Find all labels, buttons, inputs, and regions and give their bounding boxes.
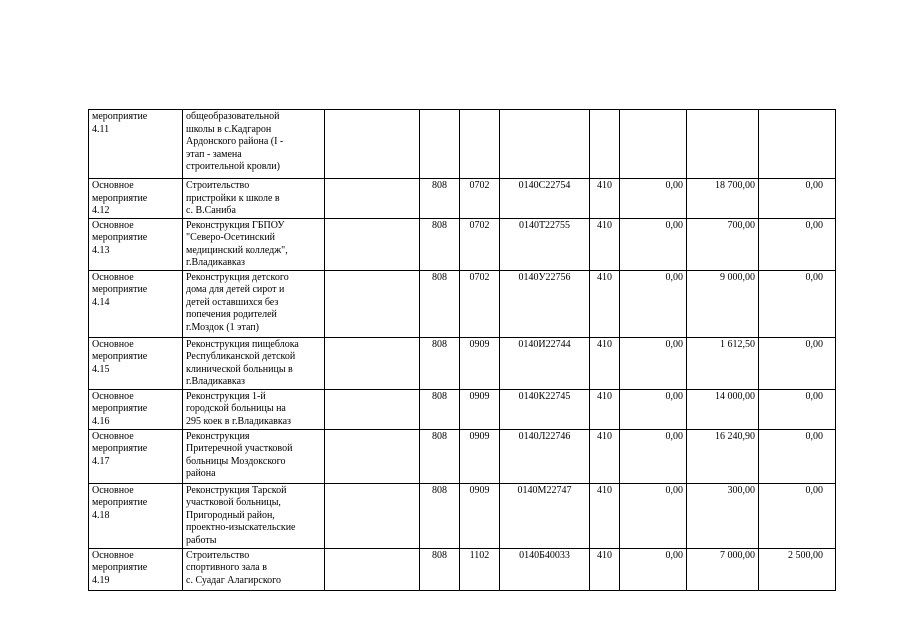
table-row (89, 429, 836, 483)
event-label-cell: Основное мероприятие 4.16 (89, 389, 183, 429)
amount-year1-cell: 0,00 (620, 483, 687, 548)
amount-year3-cell: 2 500,00 (759, 548, 836, 590)
table-row (89, 548, 836, 590)
event-name-cell: общеобразовательной школы в с.Кадгарон Ардонского района (I - этап - замена строительной кровли) (183, 110, 325, 179)
amount-year3-cell: 0,00 (759, 337, 836, 389)
amount-year2-cell: 18 700,00 (687, 179, 759, 219)
expense-type-cell: 410 (590, 337, 620, 389)
amount-year2-cell (687, 110, 759, 179)
amount-year2-cell: 7 000,00 (687, 548, 759, 590)
amount-year1-cell (620, 110, 687, 179)
event-name-cell: Реконструкция ГБПОУ "Северо-Осетинский медицинский колледж", г.Владикавказ (183, 218, 325, 270)
section-code-cell (460, 110, 500, 179)
section-code-cell: 0909 (460, 483, 500, 548)
event-name-cell: Строительство спортивного зала в с. Суадаг Алагирского (183, 548, 325, 590)
table-row (89, 483, 836, 548)
section-code-cell: 0909 (460, 389, 500, 429)
executor-cell (325, 337, 420, 389)
expense-type-cell: 410 (590, 179, 620, 219)
expense-type-cell: 410 (590, 218, 620, 270)
amount-year1-cell: 0,00 (620, 389, 687, 429)
event-label-cell: Основное мероприятие 4.17 (89, 429, 183, 483)
target-article-cell (500, 110, 590, 179)
amount-year2-cell: 16 240,90 (687, 429, 759, 483)
expense-type-cell: 410 (590, 483, 620, 548)
target-article-cell: 0140И22744 (500, 337, 590, 389)
amount-year3-cell: 0,00 (759, 179, 836, 219)
amount-year3-cell: 0,00 (759, 389, 836, 429)
target-article-cell: 0140М22747 (500, 483, 590, 548)
amount-year2-cell: 300,00 (687, 483, 759, 548)
expense-type-cell: 410 (590, 429, 620, 483)
executor-cell (325, 179, 420, 219)
section-code-cell: 0909 (460, 429, 500, 483)
grbs-code-cell (420, 110, 460, 179)
table-row (89, 270, 836, 337)
executor-cell (325, 429, 420, 483)
event-label-cell: Основное мероприятие 4.12 (89, 179, 183, 219)
grbs-code-cell: 808 (420, 483, 460, 548)
event-label-cell: Основное мероприятие 4.14 (89, 270, 183, 337)
expense-type-cell: 410 (590, 389, 620, 429)
executor-cell (325, 483, 420, 548)
executor-cell (325, 218, 420, 270)
event-name-cell: Реконструкция пищеблока Республиканской детской клинической больницы в г.Владикавказ (183, 337, 325, 389)
amount-year1-cell: 0,00 (620, 337, 687, 389)
section-code-cell: 0909 (460, 337, 500, 389)
grbs-code-cell: 808 (420, 548, 460, 590)
table-row (89, 110, 836, 179)
target-article-cell: 0140Т22755 (500, 218, 590, 270)
target-article-cell: 0140У22756 (500, 270, 590, 337)
amount-year1-cell: 0,00 (620, 270, 687, 337)
amount-year3-cell: 0,00 (759, 483, 836, 548)
executor-cell (325, 270, 420, 337)
expense-type-cell: 410 (590, 548, 620, 590)
section-code-cell: 0702 (460, 179, 500, 219)
grbs-code-cell: 808 (420, 270, 460, 337)
section-code-cell: 0702 (460, 218, 500, 270)
amount-year3-cell (759, 110, 836, 179)
amount-year1-cell: 0,00 (620, 179, 687, 219)
expense-type-cell: 410 (590, 270, 620, 337)
amount-year2-cell: 14 000,00 (687, 389, 759, 429)
event-label-cell: Основное мероприятие 4.19 (89, 548, 183, 590)
event-label-cell: мероприятие 4.11 (89, 110, 183, 179)
event-name-cell: Реконструкция Тарской участковой больницы, Пригородный район, проектно-изыскательские работы (183, 483, 325, 548)
grbs-code-cell: 808 (420, 218, 460, 270)
target-article-cell: 0140Б40033 (500, 548, 590, 590)
amount-year3-cell: 0,00 (759, 270, 836, 337)
table-row (89, 389, 836, 429)
amount-year2-cell: 700,00 (687, 218, 759, 270)
expense-type-cell (590, 110, 620, 179)
target-article-cell: 0140С22754 (500, 179, 590, 219)
event-name-cell: Реконструкция детского дома для детей сирот и детей оставшихся без попечения родителей г.Моздок (1 этап) (183, 270, 325, 337)
event-name-cell: Реконструкция 1-й городской больницы на 295 коек в г.Владикавказ (183, 389, 325, 429)
amount-year2-cell: 9 000,00 (687, 270, 759, 337)
amount-year3-cell: 0,00 (759, 218, 836, 270)
grbs-code-cell: 808 (420, 429, 460, 483)
amount-year3-cell: 0,00 (759, 429, 836, 483)
executor-cell (325, 389, 420, 429)
executor-cell (325, 110, 420, 179)
target-article-cell: 0140К22745 (500, 389, 590, 429)
table-row (89, 179, 836, 219)
amount-year1-cell: 0,00 (620, 548, 687, 590)
amount-year1-cell: 0,00 (620, 429, 687, 483)
amount-year1-cell: 0,00 (620, 218, 687, 270)
target-article-cell: 0140Л22746 (500, 429, 590, 483)
event-label-cell: Основное мероприятие 4.18 (89, 483, 183, 548)
budget-table (88, 109, 836, 591)
section-code-cell: 0702 (460, 270, 500, 337)
amount-year2-cell: 1 612,50 (687, 337, 759, 389)
grbs-code-cell: 808 (420, 179, 460, 219)
grbs-code-cell: 808 (420, 389, 460, 429)
event-name-cell: Реконструкция Притеречной участковой больницы Моздокского района (183, 429, 325, 483)
table-row (89, 218, 836, 270)
section-code-cell: 1102 (460, 548, 500, 590)
event-label-cell: Основное мероприятие 4.15 (89, 337, 183, 389)
table-body (89, 110, 836, 591)
table-row (89, 337, 836, 389)
event-label-cell: Основное мероприятие 4.13 (89, 218, 183, 270)
event-name-cell: Строительство пристройки к школе в с. В.Саниба (183, 179, 325, 219)
grbs-code-cell: 808 (420, 337, 460, 389)
executor-cell (325, 548, 420, 590)
